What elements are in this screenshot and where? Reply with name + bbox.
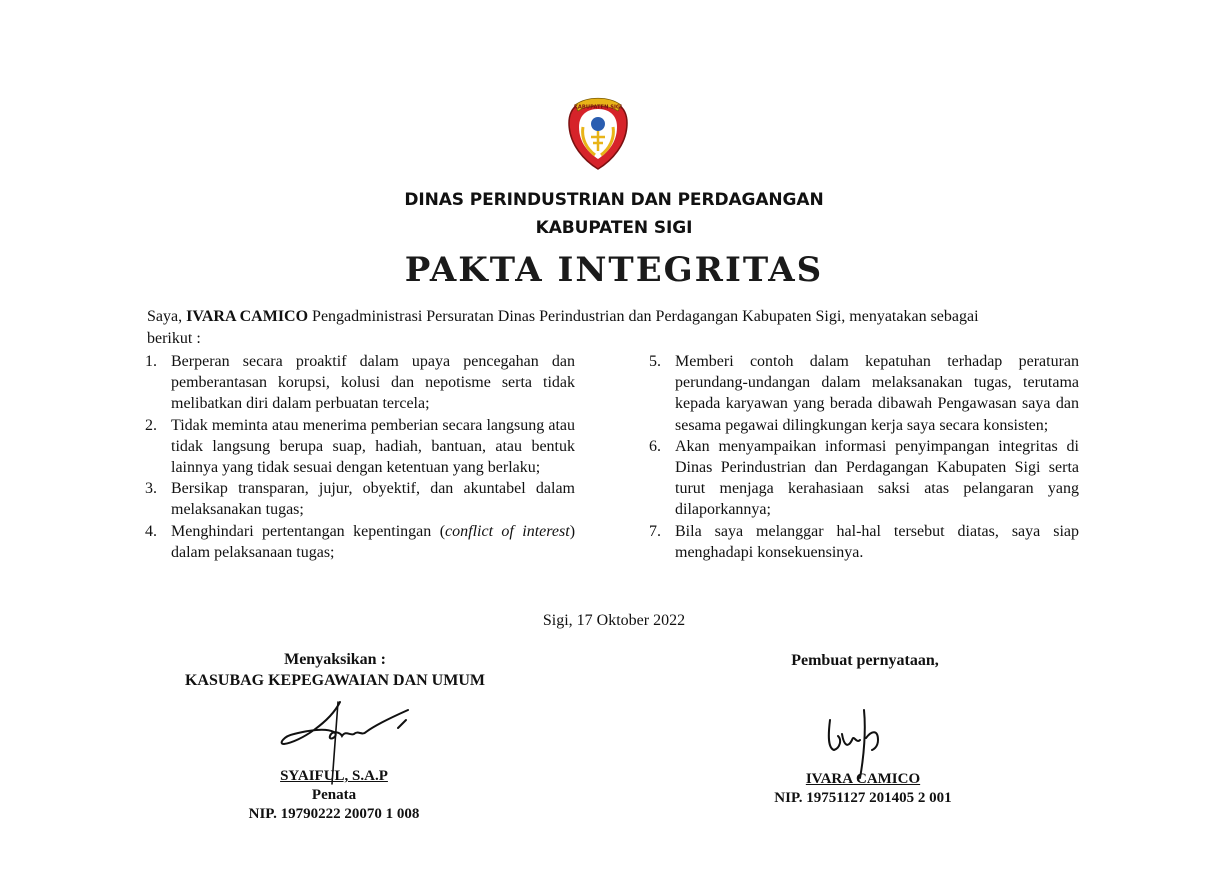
statement-column-left [145, 351, 575, 563]
intro-rest: Pengadministrasi Persuratan Dinas Perindustrian dan Perdagangan Kabupaten Sigi, menyatakan sebagai berikut : [147, 308, 979, 347]
item-number: 7. [649, 522, 661, 540]
statement-item [649, 521, 1079, 563]
witness-rank: Penata [311, 787, 357, 803]
intro-paragraph [147, 306, 997, 350]
intro-name: IVARA CAMICO [186, 308, 309, 325]
item-number: 2. [145, 416, 157, 434]
declarant-name: IVARA CAMICO [805, 771, 921, 787]
item-text: Tidak meminta atau menerima pemberian secara langsung atau tidak langsung berupa suap, hadiah, bantuan, atau bentuk lainnya yang tidak sesuai dengan ketentuan yang berlaku; [171, 416, 575, 477]
declarant-nip: NIP. 19751127 201405 2 001 [774, 790, 952, 806]
statement-item [145, 521, 575, 563]
org-name-line1: DINAS PERINDUSTRIAN DAN PERDAGANGAN [404, 190, 824, 210]
document-title: PAKTA INTEGRITAS [404, 250, 824, 290]
item-text: Bersikap transparan, jujur, obyektif, dan akuntabel dalam melaksanakan tugas; [171, 480, 575, 519]
statement-item [649, 351, 1079, 436]
witness-block [200, 767, 468, 824]
declarant-label: Pembuat pernyataan, [791, 652, 939, 669]
intro-prefix: Saya, [147, 308, 183, 325]
kabupaten-sigi-emblem-icon [563, 93, 633, 173]
item-text-italic: conflict of interest [445, 522, 570, 540]
item-text: Memberi contoh dalam kepatuhan terhadap peraturan perundang-undangan dalam melaksanakan tugas, terutama kepada karyawan yang berada dibawah Pengawasan saya dan sesama pegawai dilingkungan kerja saya secara konsisten; [675, 353, 1079, 434]
item-number: 4. [145, 522, 157, 540]
item-number: 3. [145, 480, 157, 498]
item-text-before: Menghindari pertentangan kepentingan ( [171, 522, 446, 540]
statement-item [145, 415, 575, 479]
statement-item [145, 351, 575, 415]
statement-item [145, 478, 575, 520]
item-text: Akan menyampaikan informasi penyimpangan integritas di Dinas Perindustrian dan Perdagangan Kabupaten Sigi serta turut menjaga kerahasiaan saksi atas pelangaran yang dilaporkannya; [675, 437, 1079, 519]
item-text: Bila saya melanggar hal-hal tersebut diatas, saya siap menghadapi konsekuensinya. [675, 522, 1079, 561]
witness-position: KASUBAG KEPEGAWAIAN DAN UMUM [184, 672, 485, 689]
witness-nip: NIP. 19790222 20070 1 008 [248, 806, 420, 822]
witness-name: SYAIFUL, S.A.P [280, 768, 388, 784]
svg-text:KABUPATEN SIGI: KABUPATEN SIGI [573, 104, 623, 111]
declarant-signature [820, 700, 900, 780]
statement-item [649, 436, 1079, 521]
declarant-block [730, 770, 996, 808]
item-text-after: ) dalam pelaksanaan tugas; [171, 522, 576, 561]
statement-column-right [649, 351, 1079, 563]
witness-heading [165, 649, 505, 691]
org-name-line2: KABUPATEN SIGI [535, 218, 693, 238]
place-date: Sigi, 17 Oktober 2022 [542, 612, 686, 629]
item-number: 1. [145, 353, 157, 370]
item-number: 6. [649, 437, 661, 455]
item-number: 5. [649, 353, 661, 370]
item-text: Berperan secara proaktif dalam upaya pencegahan dan pemberantasan korupsi, kolusi dan nepotisme serta tidak melibatkan diri dalam perbuatan tercela; [171, 353, 575, 413]
witness-label: Menyaksikan : [284, 651, 386, 668]
